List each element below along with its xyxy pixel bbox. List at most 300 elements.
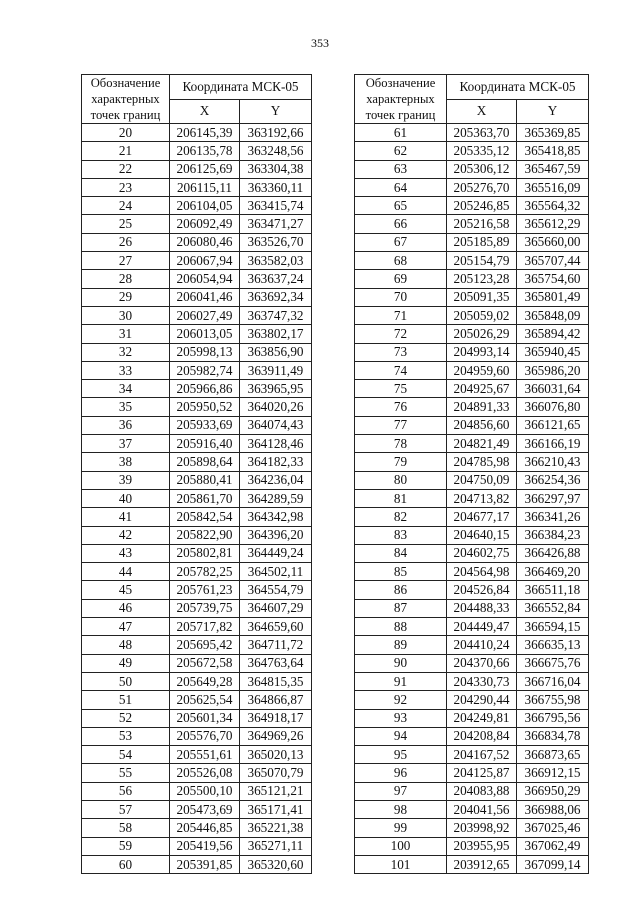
point-number: 67: [355, 233, 447, 251]
table-row: [355, 416, 589, 434]
y-coordinate: 364396,20: [240, 526, 312, 544]
x-coordinate: 205391,85: [170, 855, 240, 873]
table-row: [355, 800, 589, 818]
y-coordinate: 364128,46: [240, 435, 312, 453]
y-coordinate: 364659,60: [240, 618, 312, 636]
table-row: [82, 819, 312, 837]
point-number: 82: [355, 508, 447, 526]
x-coordinate: 204249,81: [447, 709, 517, 727]
x-coordinate: 204750,09: [447, 471, 517, 489]
point-number: 70: [355, 288, 447, 306]
table-row: [355, 435, 589, 453]
table-row: [82, 691, 312, 709]
table-row: [82, 563, 312, 581]
x-coordinate: 203912,65: [447, 855, 517, 873]
x-coordinate: 205672,58: [170, 654, 240, 672]
y-coordinate: 366469,20: [517, 563, 589, 581]
y-coordinate: 366297,97: [517, 489, 589, 507]
y-coordinate: 366552,84: [517, 599, 589, 617]
y-coordinate: 366031,64: [517, 380, 589, 398]
y-coordinate: 366166,19: [517, 435, 589, 453]
y-coordinate: 363471,27: [240, 215, 312, 233]
y-coordinate: 364182,33: [240, 453, 312, 471]
x-coordinate: 204677,17: [447, 508, 517, 526]
point-number: 91: [355, 672, 447, 690]
y-coordinate: 367025,46: [517, 819, 589, 837]
y-coordinate: 365467,59: [517, 160, 589, 178]
x-coordinate: 205446,85: [170, 819, 240, 837]
x-coordinate: 204564,98: [447, 563, 517, 581]
x-coordinate: 205695,42: [170, 636, 240, 654]
x-coordinate: 205739,75: [170, 599, 240, 617]
y-coordinate: 366716,04: [517, 672, 589, 690]
x-coordinate: 205861,70: [170, 489, 240, 507]
point-number: 97: [355, 782, 447, 800]
y-coordinate: 366384,23: [517, 526, 589, 544]
y-coordinate: 363911,49: [240, 361, 312, 379]
point-number: 36: [82, 416, 170, 434]
table-row: [355, 855, 589, 873]
y-coordinate: 366755,98: [517, 691, 589, 709]
x-coordinate: 205898,64: [170, 453, 240, 471]
x-coordinate: 204449,47: [447, 618, 517, 636]
y-coordinate: 363965,95: [240, 380, 312, 398]
table-row: [82, 636, 312, 654]
point-number: 52: [82, 709, 170, 727]
point-number: 92: [355, 691, 447, 709]
point-number: 85: [355, 563, 447, 581]
point-number: 64: [355, 178, 447, 196]
point-number: 72: [355, 325, 447, 343]
point-number: 47: [82, 618, 170, 636]
x-coordinate: 205276,70: [447, 178, 517, 196]
x-coordinate: 204526,84: [447, 581, 517, 599]
table-row: [355, 288, 589, 306]
x-header: X: [447, 99, 517, 124]
y-coordinate: 367099,14: [517, 855, 589, 873]
y-coordinate: 365564,32: [517, 197, 589, 215]
x-coordinate: 205880,41: [170, 471, 240, 489]
table-row: [355, 471, 589, 489]
table-row: [82, 782, 312, 800]
point-number: 51: [82, 691, 170, 709]
y-coordinate: 364711,72: [240, 636, 312, 654]
y-coordinate: 364074,43: [240, 416, 312, 434]
point-number: 68: [355, 252, 447, 270]
point-number: 69: [355, 270, 447, 288]
x-coordinate: 206080,46: [170, 233, 240, 251]
point-number: 89: [355, 636, 447, 654]
table-row: [355, 215, 589, 233]
table-row: [82, 178, 312, 196]
table-row: [355, 672, 589, 690]
y-coordinate: 366341,26: [517, 508, 589, 526]
x-coordinate: 205363,70: [447, 124, 517, 142]
table-row: [355, 526, 589, 544]
point-number: 54: [82, 746, 170, 764]
x-coordinate: 204640,15: [447, 526, 517, 544]
x-coordinate: 206115,11: [170, 178, 240, 196]
table-row: [82, 325, 312, 343]
x-coordinate: 205916,40: [170, 435, 240, 453]
x-coordinate: 205601,34: [170, 709, 240, 727]
point-number: 25: [82, 215, 170, 233]
y-coordinate: 366950,29: [517, 782, 589, 800]
point-number: 86: [355, 581, 447, 599]
x-coordinate: 205802,81: [170, 544, 240, 562]
y-coordinate: 365894,42: [517, 325, 589, 343]
table-row: [82, 288, 312, 306]
x-coordinate: 204891,33: [447, 398, 517, 416]
y-coordinate: 365986,20: [517, 361, 589, 379]
y-coordinate: 365171,41: [240, 800, 312, 818]
x-coordinate: 204713,82: [447, 489, 517, 507]
point-number: 88: [355, 618, 447, 636]
x-coordinate: 205822,90: [170, 526, 240, 544]
page-number: 353: [311, 36, 329, 50]
table-body: [355, 124, 589, 874]
x-coordinate: 206092,49: [170, 215, 240, 233]
y-coordinate: 365369,85: [517, 124, 589, 142]
y-coordinate: 364554,79: [240, 581, 312, 599]
x-coordinate: 206125,69: [170, 160, 240, 178]
table-row: [82, 453, 312, 471]
point-number: 50: [82, 672, 170, 690]
designation-header: Обозначение характерных точек границ: [355, 75, 447, 124]
y-coordinate: 366795,56: [517, 709, 589, 727]
coordinate-header: Координата МСК-05: [170, 75, 312, 100]
point-number: 57: [82, 800, 170, 818]
point-number: 41: [82, 508, 170, 526]
table-row: [355, 160, 589, 178]
y-coordinate: 364342,98: [240, 508, 312, 526]
point-number: 65: [355, 197, 447, 215]
x-coordinate: 205246,85: [447, 197, 517, 215]
point-number: 62: [355, 142, 447, 160]
point-number: 59: [82, 837, 170, 855]
table-row: [82, 124, 312, 142]
y-coordinate: 364763,64: [240, 654, 312, 672]
y-coordinate: 363856,90: [240, 343, 312, 361]
y-coordinate: 363304,38: [240, 160, 312, 178]
table-row: [82, 746, 312, 764]
table-row: [82, 837, 312, 855]
y-coordinate: 365121,21: [240, 782, 312, 800]
table-row: [355, 581, 589, 599]
point-number: 75: [355, 380, 447, 398]
point-number: 101: [355, 855, 447, 873]
table-row: [82, 764, 312, 782]
x-coordinate: 205966,86: [170, 380, 240, 398]
y-coordinate: 363192,66: [240, 124, 312, 142]
y-coordinate: 366426,88: [517, 544, 589, 562]
y-coordinate: 365070,79: [240, 764, 312, 782]
x-coordinate: 205950,52: [170, 398, 240, 416]
table-row: [355, 636, 589, 654]
y-coordinate: 364449,24: [240, 544, 312, 562]
table-row: [82, 599, 312, 617]
x-coordinate: 204959,60: [447, 361, 517, 379]
table-row: [82, 160, 312, 178]
table-row: [355, 618, 589, 636]
table-row: [82, 435, 312, 453]
y-coordinate: 364020,26: [240, 398, 312, 416]
y-coordinate: 364866,87: [240, 691, 312, 709]
x-coordinate: 204993,14: [447, 343, 517, 361]
table-row: [82, 233, 312, 251]
y-coordinate: 366675,76: [517, 654, 589, 672]
table-row: [355, 837, 589, 855]
point-number: 98: [355, 800, 447, 818]
point-number: 37: [82, 435, 170, 453]
x-coordinate: 205998,13: [170, 343, 240, 361]
point-number: 23: [82, 178, 170, 196]
x-coordinate: 204290,44: [447, 691, 517, 709]
point-number: 53: [82, 727, 170, 745]
coordinates-table-left: [81, 74, 312, 874]
table-row: [82, 142, 312, 160]
y-coordinate: 366834,78: [517, 727, 589, 745]
x-coordinate: 205526,08: [170, 764, 240, 782]
table-row: [355, 178, 589, 196]
table-row: [355, 599, 589, 617]
y-coordinate: 364918,17: [240, 709, 312, 727]
x-coordinate: 204925,67: [447, 380, 517, 398]
y-coordinate: 365418,85: [517, 142, 589, 160]
x-coordinate: 205500,10: [170, 782, 240, 800]
y-coordinate: 366635,13: [517, 636, 589, 654]
x-coordinate: 205123,28: [447, 270, 517, 288]
x-coordinate: 205154,79: [447, 252, 517, 270]
x-coordinate: 203955,95: [447, 837, 517, 855]
point-number: 66: [355, 215, 447, 233]
x-coordinate: 206027,49: [170, 306, 240, 324]
x-coordinate: 204083,88: [447, 782, 517, 800]
point-number: 73: [355, 343, 447, 361]
point-number: 26: [82, 233, 170, 251]
x-coordinate: 204856,60: [447, 416, 517, 434]
x-coordinate: 204167,52: [447, 746, 517, 764]
x-coordinate: 206067,94: [170, 252, 240, 270]
x-coordinate: 204488,33: [447, 599, 517, 617]
point-number: 96: [355, 764, 447, 782]
y-coordinate: 366121,65: [517, 416, 589, 434]
y-coordinate: 366511,18: [517, 581, 589, 599]
y-coordinate: 363415,74: [240, 197, 312, 215]
table-row: [355, 325, 589, 343]
point-number: 38: [82, 453, 170, 471]
point-number: 34: [82, 380, 170, 398]
table-row: [82, 618, 312, 636]
y-coordinate: 365801,49: [517, 288, 589, 306]
point-number: 78: [355, 435, 447, 453]
table-row: [82, 252, 312, 270]
table-row: [355, 453, 589, 471]
y-coordinate: 363692,34: [240, 288, 312, 306]
point-number: 99: [355, 819, 447, 837]
point-number: 29: [82, 288, 170, 306]
y-coordinate: 365660,00: [517, 233, 589, 251]
y-coordinate: 365848,09: [517, 306, 589, 324]
table-row: [82, 855, 312, 873]
x-coordinate: 205419,56: [170, 837, 240, 855]
point-number: 27: [82, 252, 170, 270]
x-coordinate: 205576,70: [170, 727, 240, 745]
y-coordinate: 363637,24: [240, 270, 312, 288]
table-row: [82, 489, 312, 507]
x-coordinate: 204821,49: [447, 435, 517, 453]
table-row: [355, 124, 589, 142]
point-number: 49: [82, 654, 170, 672]
table-row: [355, 270, 589, 288]
table-row: [355, 764, 589, 782]
point-number: 87: [355, 599, 447, 617]
point-number: 32: [82, 343, 170, 361]
y-coordinate: 366210,43: [517, 453, 589, 471]
y-coordinate: 366988,06: [517, 800, 589, 818]
y-coordinate: 363747,32: [240, 306, 312, 324]
y-coordinate: 365612,29: [517, 215, 589, 233]
table-row: [355, 563, 589, 581]
y-coordinate: 366076,80: [517, 398, 589, 416]
point-number: 55: [82, 764, 170, 782]
table-row: [355, 782, 589, 800]
x-coordinate: 206041,46: [170, 288, 240, 306]
table-row: [355, 489, 589, 507]
table-row: [82, 800, 312, 818]
table-row: [82, 709, 312, 727]
point-number: 56: [82, 782, 170, 800]
point-number: 60: [82, 855, 170, 873]
point-number: 94: [355, 727, 447, 745]
x-coordinate: 205185,89: [447, 233, 517, 251]
y-coordinate: 365221,38: [240, 819, 312, 837]
table-row: [82, 215, 312, 233]
y-coordinate: 363526,70: [240, 233, 312, 251]
coordinate-header: Координата МСК-05: [447, 75, 589, 100]
table-row: [82, 380, 312, 398]
y-coordinate: 365020,13: [240, 746, 312, 764]
table-row: [82, 398, 312, 416]
x-coordinate: 205782,25: [170, 563, 240, 581]
y-coordinate: 366594,15: [517, 618, 589, 636]
point-number: 100: [355, 837, 447, 855]
point-number: 45: [82, 581, 170, 599]
x-coordinate: 205551,61: [170, 746, 240, 764]
table-row: [355, 361, 589, 379]
x-coordinate: 205091,35: [447, 288, 517, 306]
x-coordinate: 204602,75: [447, 544, 517, 562]
table-row: [82, 343, 312, 361]
table-row: [82, 361, 312, 379]
point-number: 43: [82, 544, 170, 562]
x-coordinate: 205933,69: [170, 416, 240, 434]
y-coordinate: 365940,45: [517, 343, 589, 361]
point-number: 76: [355, 398, 447, 416]
point-number: 21: [82, 142, 170, 160]
point-number: 24: [82, 197, 170, 215]
x-coordinate: 205649,28: [170, 672, 240, 690]
y-coordinate: 364502,11: [240, 563, 312, 581]
x-coordinate: 206054,94: [170, 270, 240, 288]
x-coordinate: 205842,54: [170, 508, 240, 526]
x-header: X: [170, 99, 240, 124]
x-coordinate: 205982,74: [170, 361, 240, 379]
table-row: [82, 471, 312, 489]
coordinates-table-right: [354, 74, 589, 874]
table-row: [82, 654, 312, 672]
table-row: [355, 727, 589, 745]
x-coordinate: 204410,24: [447, 636, 517, 654]
table-row: [82, 581, 312, 599]
point-number: 63: [355, 160, 447, 178]
point-number: 48: [82, 636, 170, 654]
x-coordinate: 205059,02: [447, 306, 517, 324]
x-coordinate: 205026,29: [447, 325, 517, 343]
y-coordinate: 364969,26: [240, 727, 312, 745]
x-coordinate: 204785,98: [447, 453, 517, 471]
table-row: [355, 252, 589, 270]
table-body: [82, 124, 312, 874]
x-coordinate: 205625,54: [170, 691, 240, 709]
y-header: Y: [240, 99, 312, 124]
table-row: [355, 654, 589, 672]
y-coordinate: 366254,36: [517, 471, 589, 489]
x-coordinate: 204041,56: [447, 800, 517, 818]
point-number: 95: [355, 746, 447, 764]
x-coordinate: 206145,39: [170, 124, 240, 142]
table-row: [355, 197, 589, 215]
point-number: 77: [355, 416, 447, 434]
table-row: [355, 508, 589, 526]
point-number: 42: [82, 526, 170, 544]
y-coordinate: 363248,56: [240, 142, 312, 160]
point-number: 44: [82, 563, 170, 581]
point-number: 28: [82, 270, 170, 288]
x-coordinate: 204330,73: [447, 672, 517, 690]
point-number: 33: [82, 361, 170, 379]
point-number: 35: [82, 398, 170, 416]
y-coordinate: 364815,35: [240, 672, 312, 690]
point-number: 31: [82, 325, 170, 343]
point-number: 74: [355, 361, 447, 379]
table-row: [82, 508, 312, 526]
y-coordinate: 363582,03: [240, 252, 312, 270]
table-row: [355, 709, 589, 727]
y-coordinate: 366873,65: [517, 746, 589, 764]
y-coordinate: 364607,29: [240, 599, 312, 617]
point-number: 90: [355, 654, 447, 672]
table-row: [82, 270, 312, 288]
table-row: [355, 544, 589, 562]
table-row: [355, 233, 589, 251]
table-row: [355, 691, 589, 709]
table-row: [82, 306, 312, 324]
x-coordinate: 205761,23: [170, 581, 240, 599]
point-number: 40: [82, 489, 170, 507]
point-number: 61: [355, 124, 447, 142]
point-number: 84: [355, 544, 447, 562]
table-row: [82, 544, 312, 562]
designation-header: Обозначение характерных точек границ: [82, 75, 170, 124]
y-coordinate: 365754,60: [517, 270, 589, 288]
x-coordinate: 206135,78: [170, 142, 240, 160]
y-coordinate: 365320,60: [240, 855, 312, 873]
point-number: 39: [82, 471, 170, 489]
table-row: [355, 380, 589, 398]
y-coordinate: 365707,44: [517, 252, 589, 270]
y-coordinate: 363802,17: [240, 325, 312, 343]
